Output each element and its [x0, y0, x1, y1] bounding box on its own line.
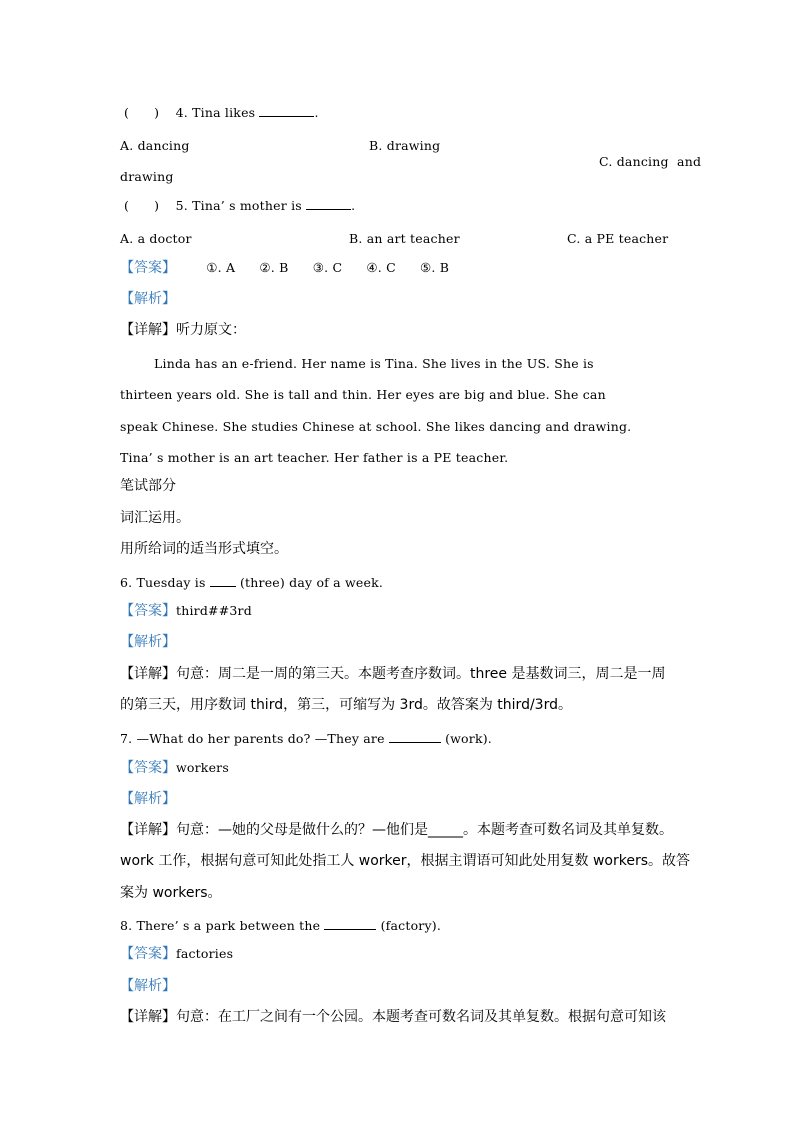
- transcript-line-3: speak Chinese. She studies Chinese at school. She likes dancing and drawing.: [120, 419, 632, 434]
- answer-text: factories: [176, 946, 234, 961]
- question-4-stem: ( ) 4. Tina likes .: [124, 105, 319, 120]
- question-7-analysis-label: 【解析】: [120, 791, 176, 807]
- answer-text: workers: [176, 760, 229, 775]
- option-c: C. dancing and: [599, 154, 702, 169]
- section-vocab: 词汇运用。: [120, 510, 190, 526]
- answer-item-3: ③. C: [312, 260, 343, 275]
- answer-label: 【答案】: [120, 603, 176, 619]
- transcript-line-4: Tina’ s mother is an art teacher. Her father is a PE teacher.: [120, 450, 509, 465]
- question-6-detail-line-1: 【详解】句意：周二是一周的第三天。本题考查序数词。three 是基数词三，周二是一周: [120, 666, 666, 682]
- answer-paren: ( ): [124, 105, 160, 120]
- question-6-answer: [120, 603, 252, 620]
- fill-blank: [306, 198, 351, 210]
- listening-detail: [120, 322, 246, 339]
- question-6-analysis-label: 【解析】: [120, 634, 176, 650]
- question-8-analysis-label: 【解析】: [120, 978, 176, 994]
- question-8-answer: [120, 946, 233, 963]
- question-7-detail-line-3: 案为 workers。: [120, 885, 222, 901]
- answer-item-4: ④. C: [366, 260, 396, 275]
- option-a: A. a doctor: [120, 231, 192, 246]
- question-number: 5.: [175, 198, 188, 213]
- answer-label: 【答案】: [120, 260, 176, 276]
- section-instruction: 用所给词的适当形式填空。: [120, 541, 288, 557]
- question-7-detail-line-2: work 工作，根据句意可知此处指工人 worker，根据主谓语可知此处用复数 workers。故答: [120, 853, 691, 869]
- answer-item-2: ②. B: [259, 260, 289, 275]
- listening-answer-row: [120, 260, 469, 277]
- question-text: Tina’ s mother is: [192, 198, 302, 213]
- option-b: B. drawing: [369, 138, 441, 153]
- analysis-label: 【解析】: [120, 291, 176, 307]
- option-c-continuation: drawing: [120, 169, 174, 184]
- question-6-detail-line-2: 的第三天，用序数词 third，第三，可缩写为 3rd。故答案为 third/3rd。: [120, 697, 572, 713]
- section-written-part: 笔试部分: [120, 478, 176, 494]
- answer-label: 【答案】: [120, 946, 176, 962]
- fill-blank: [324, 918, 376, 930]
- transcript-line-2: thirteen years old. She is tall and thin. Her eyes are big and blue. She can: [120, 387, 606, 402]
- option-b: B. an art teacher: [349, 231, 460, 246]
- option-c: C. a PE teacher: [567, 231, 669, 246]
- detail-label: 【详解】: [120, 322, 176, 338]
- option-a: A. dancing: [120, 138, 190, 153]
- answer-item-5: ⑤. B: [420, 260, 450, 275]
- question-8-detail-line-1: 【详解】句意：在工厂之间有一个公园。本题考查可数名词及其单复数。根据句意可知该: [120, 1009, 666, 1025]
- question-5-stem: ( ) 5. Tina’ s mother is .: [124, 198, 356, 213]
- answer-label: 【答案】: [120, 760, 176, 776]
- detail-text: 听力原文：: [176, 322, 246, 338]
- question-8-stem: 8. There’ s a park between the (factory).: [120, 918, 441, 933]
- question-7-stem: 7. —What do her parents do? —They are (work).: [120, 731, 492, 746]
- fill-blank: [210, 575, 236, 587]
- question-7-answer: [120, 760, 229, 777]
- question-text: Tina likes: [192, 105, 256, 120]
- question-6-stem: 6. Tuesday is (three) day of a week.: [120, 575, 384, 590]
- answer-item-1: ①. A: [206, 260, 236, 275]
- answer-paren: ( ): [124, 198, 160, 213]
- question-number: 4.: [175, 105, 188, 120]
- question-4-options: [120, 138, 702, 169]
- answer-text: third##3rd: [176, 603, 252, 618]
- question-7-detail-line-1: 【详解】句意：—她的父母是做什么的？—他们是_____。本题考查可数名词及其单复数。: [120, 822, 673, 838]
- question-5-options: [120, 231, 676, 247]
- transcript-line-1: Linda has an e-friend. Her name is Tina. She lives in the US. She is: [154, 356, 594, 371]
- fill-blank: [389, 731, 441, 743]
- fill-blank: [259, 105, 314, 117]
